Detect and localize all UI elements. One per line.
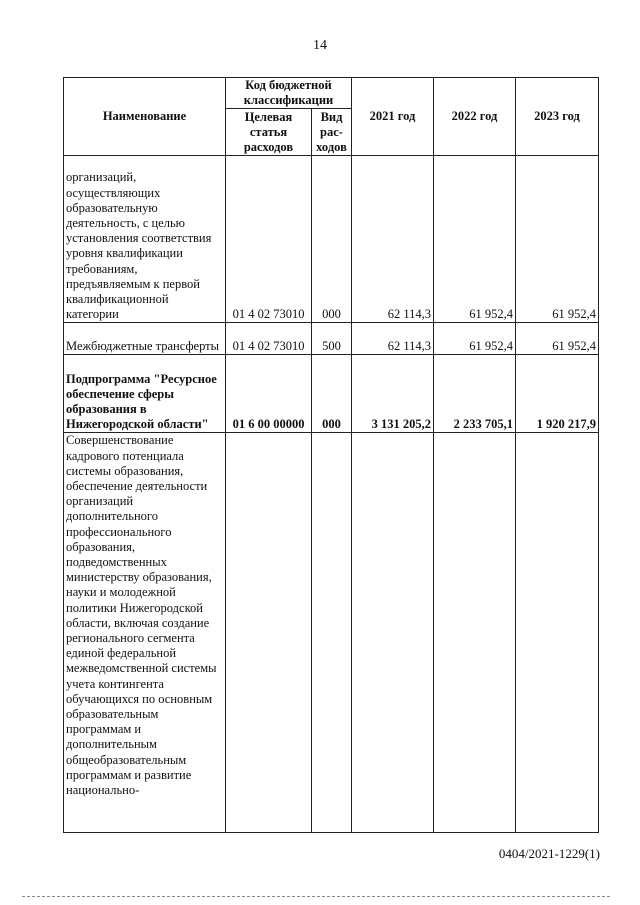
row-name: организаций, осуществляющих образовательную деятельность, с целью установления соответствия уровня квалификации требованиям, предъявляемым к первой квалификационной категории: [64, 156, 226, 323]
table-row-subprogram: [64, 355, 599, 433]
row-value-2023: [516, 433, 599, 833]
table-row: [64, 156, 599, 323]
header-year-2022: 2022 год: [434, 78, 516, 156]
row-expense-type: [312, 433, 352, 833]
row-name: Межбюджетные трансферты: [64, 323, 226, 355]
header-target-article: Целевая статья расходов: [226, 109, 312, 156]
document-code: 0404/2021-1229(1): [498, 846, 600, 861]
row-target-code: 01 4 02 73010: [226, 156, 312, 323]
header-name: Наименование: [64, 78, 226, 156]
row-value-2021: 3 131 205,2: [352, 355, 434, 433]
page-number: 14: [313, 38, 327, 53]
row-expense-type: 000: [312, 156, 352, 323]
row-value-2021: 62 114,3: [352, 156, 434, 323]
header-kbk-group: Код бюджетной классификации: [226, 78, 352, 109]
header-expense-type: Вид рас-ходов: [312, 109, 352, 156]
row-value-2021: 62 114,3: [352, 323, 434, 355]
row-value-2023: 61 952,4: [516, 156, 599, 323]
row-target-code: 01 6 00 00000: [226, 355, 312, 433]
row-value-2022: 61 952,4: [434, 323, 516, 355]
row-name: Подпрограмма "Ресурсное обеспечение сферы образования в Нижегородской области": [64, 355, 226, 433]
row-name: Совершенствование кадрового потенциала системы образования, обеспечение деятельности организаций дополнительного профессионального образования, подведомственных министерству образования, науки и молодежной политики Нижегородской области, включая создание регионального сегмента единой федеральной межведомственной системы учета контингента обучающихся по основным образовательным программам и дополнительным общеобразовательным программам и развитие национально-: [64, 433, 226, 833]
row-value-2022: 61 952,4: [434, 156, 516, 323]
table-row: [64, 323, 599, 355]
row-value-2022: 2 233 705,1: [434, 355, 516, 433]
row-value-2021: [352, 433, 434, 833]
budget-table: [63, 77, 599, 833]
header-year-2023: 2023 год: [516, 78, 599, 156]
header-year-2021: 2021 год: [352, 78, 434, 156]
row-expense-type: 500: [312, 323, 352, 355]
table-row: [64, 433, 599, 833]
page-bottom-divider: [22, 896, 610, 897]
row-target-code: [226, 433, 312, 833]
row-value-2022: [434, 433, 516, 833]
row-value-2023: 61 952,4: [516, 323, 599, 355]
row-expense-type: 000: [312, 355, 352, 433]
row-value-2023: 1 920 217,9: [516, 355, 599, 433]
row-target-code: 01 4 02 73010: [226, 323, 312, 355]
